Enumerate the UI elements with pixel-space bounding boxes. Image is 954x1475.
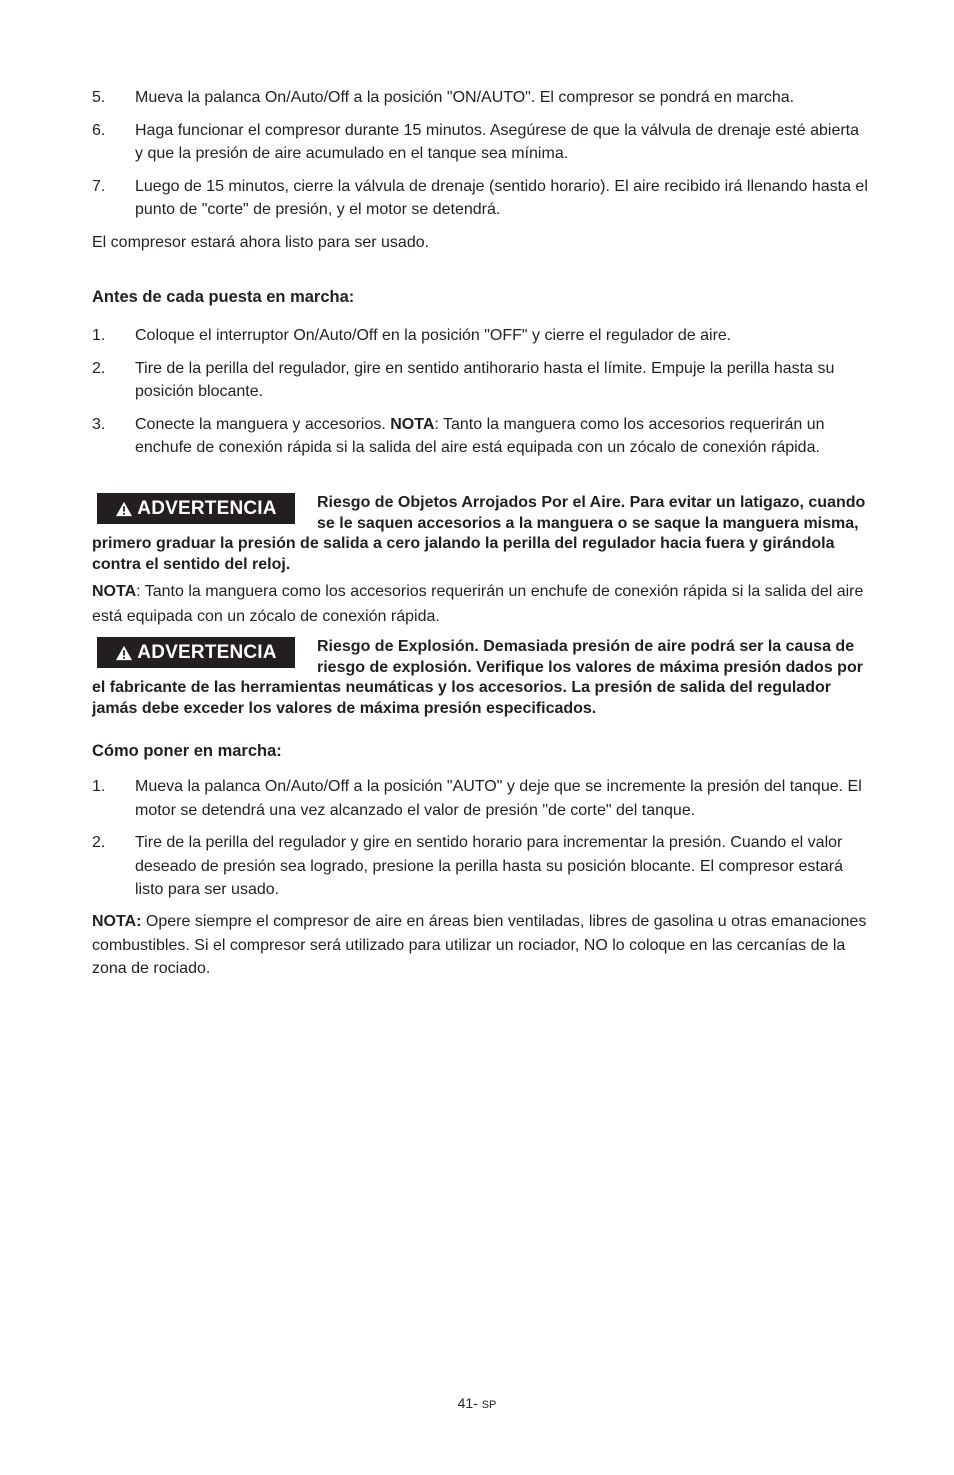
warning-block-flying-objects bbox=[92, 493, 870, 575]
step-number: 5. bbox=[92, 89, 106, 106]
list-item bbox=[92, 413, 870, 460]
step-text: Tire de la perilla del regulador y gire en sentido horario para incrementar la presión. Cuando el valor deseado de presión sea logrado, presione la perilla hasta su posición blocante. El compresor estará listo para ser usado. bbox=[135, 834, 843, 898]
warning-triangle-icon bbox=[115, 645, 133, 661]
step-number: 7. bbox=[92, 177, 106, 195]
note-ventilation bbox=[92, 910, 870, 981]
step-text: Coloque el interruptor On/Auto/Off en la posición "OFF" y cierre el regulador de aire. bbox=[135, 327, 732, 344]
note-quick-connect bbox=[92, 579, 870, 629]
note-label: NOTA bbox=[92, 583, 137, 600]
steps-before-start-list bbox=[92, 324, 870, 469]
step-text-pre: Conecte la manguera y accesorios. bbox=[135, 415, 391, 433]
step-number: 1. bbox=[92, 327, 106, 344]
step-text-post: : Tanto la manguera como los accesorios requerirán un enchufe de conexión rápida si la salida del aire está equipada con un zócalo de conexión rápida. bbox=[135, 415, 825, 456]
list-item bbox=[92, 86, 870, 110]
step-number: 2. bbox=[92, 359, 106, 377]
warning-text: Riesgo de Explosión. Demasiada presión de aire podrá ser la causa de riesgo de explosión. Verifique los valores de máxima presión dados por el fabricante de las herramientas neumáticas y los accesorios. La presión de salida del regulador jamás debe exceder los valores de máxima presión especificados. bbox=[92, 638, 863, 717]
step-number: 3. bbox=[92, 415, 106, 433]
list-item bbox=[92, 175, 870, 222]
page-number bbox=[0, 1395, 954, 1411]
section-heading-how-to-start: Cómo poner en marcha: bbox=[92, 742, 282, 760]
warning-badge bbox=[97, 637, 295, 668]
note-label: NOTA: bbox=[92, 913, 142, 930]
warning-badge-label: ADVERTENCIA bbox=[137, 641, 277, 663]
warning-block-explosion bbox=[92, 637, 870, 719]
section-heading-before-start: Antes de cada puesta en marcha: bbox=[92, 288, 355, 306]
step-note-label: NOTA bbox=[390, 415, 435, 433]
list-item bbox=[92, 831, 870, 902]
warning-text: Riesgo de Objetos Arrojados Por el Aire. Para evitar un latigazo, cuando se le saquen accesorios a la manguera o se saque la manguera misma, primero graduar la presión de salida a cero jalando la perilla del regulador hacia fuera y girándola contra el sentido del reloj. bbox=[92, 494, 866, 573]
step-text: Tire de la perilla del regulador, gire en sentido antihorario hasta el límite. Empuje la perilla hasta su posición blocante. bbox=[135, 359, 835, 400]
list-item bbox=[92, 324, 870, 348]
step-text: Luego de 15 minutos, cierre la válvula de drenaje (sentido horario). El aire recibido irá llenando hasta el punto de "corte" de presión, y el motor se detendrá. bbox=[135, 177, 868, 218]
step-text bbox=[135, 416, 825, 457]
warning-badge-label: ADVERTENCIA bbox=[137, 497, 277, 519]
note-text: Opere siempre el compresor de aire en áreas bien ventiladas, libres de gasolina u otras emanaciones combustibles. Si el compresor será utilizado para utilizar un rociador, NO lo coloque en las cercanías de la zona de rociado. bbox=[92, 913, 867, 977]
list-item bbox=[92, 357, 870, 404]
steps-how-to-start-list bbox=[92, 775, 870, 911]
note-text: : Tanto la manguera como los accesorios requerirán un enchufe de conexión rápida si la salida del aire está equipada con un zócalo de conexión rápida. bbox=[92, 583, 864, 625]
steps-top-list bbox=[92, 86, 870, 231]
list-item bbox=[92, 119, 870, 166]
warning-triangle-icon bbox=[115, 501, 133, 517]
step-text: Mueva la palanca On/Auto/Off a la posición "ON/AUTO". El compresor se pondrá en marcha. bbox=[135, 89, 795, 106]
page-lang-code: SP bbox=[481, 1399, 497, 1411]
step-number: 6. bbox=[92, 121, 106, 139]
step-text: Mueva la palanca On/Auto/Off a la posición "AUTO" y deje que se incremente la presión del tanque. El motor se detendrá una vez alcanzado el valor de presión "de corte" del tanque. bbox=[135, 778, 862, 819]
ready-text: El compresor estará ahora listo para ser usado. bbox=[92, 234, 430, 251]
step-number: 1. bbox=[92, 778, 106, 795]
list-item bbox=[92, 775, 870, 822]
page-number-value: 41- bbox=[457, 1395, 482, 1411]
warning-badge bbox=[97, 493, 295, 524]
step-number: 2. bbox=[92, 834, 106, 851]
step-text: Haga funcionar el compresor durante 15 minutos. Asegúrese de que la válvula de drenaje esté abierta y que la presión de aire acumulado en el tanque sea mínima. bbox=[135, 121, 860, 162]
